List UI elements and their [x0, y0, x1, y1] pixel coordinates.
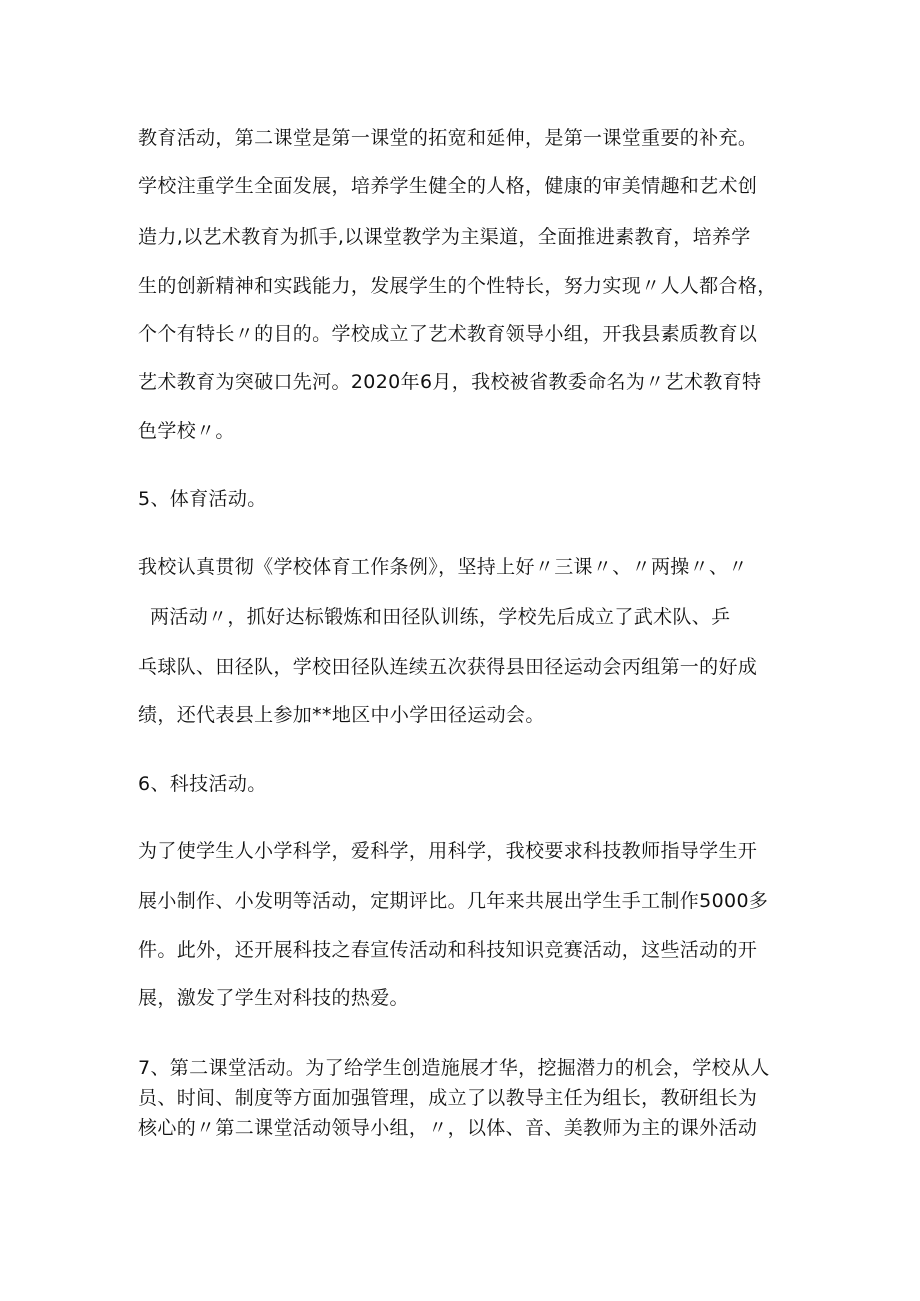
paragraph-1-line-5: 个个有特长〃的目的。学校成立了艺术教育领导小组，开我县素质教育以 — [138, 323, 758, 345]
paragraph-6-line-3: 件。此外，还开展科技之春宣传活动和科技知识竞赛活动，这些活动的开 — [138, 939, 758, 961]
paragraph-7-line-2: 员、时间、制度等方面加强管理，成立了以教导主任为组长，教研组长为 — [138, 1087, 758, 1109]
paragraph-1-line-3: 造力,以艺术教育为抓手,以课堂教学为主渠道，全面推进素教育，培养学 — [138, 226, 751, 248]
heading-technology: 6、科技活动。 — [138, 773, 267, 795]
paragraph-7-line-1: 7、第二课堂活动。为了给学生创造施展才华，挖掘潜力的机会，学校从人 — [138, 1057, 770, 1079]
paragraph-6-line-4: 展，激发了学生对科技的热爱。 — [138, 987, 409, 1009]
paragraph-5-line-2: 两活动〃，抓好达标锻炼和田径队训练，学校先后成立了武术队、乒 — [150, 606, 731, 628]
paragraph-5-line-1: 我校认真贯彻《学校体育工作条例》，坚持上好〃三课〃、〃两操〃、〃 — [138, 556, 748, 578]
paragraph-7-line-3: 核心的〃第二课堂活动领导小组，〃，以体、音、美教师为主的课外活动 — [138, 1117, 758, 1139]
paragraph-6-line-1: 为了使学生人小学科学，爱科学，用科学，我校要求科技教师指导学生开 — [138, 840, 758, 862]
paragraph-1-line-7: 色学校〃。 — [138, 420, 235, 442]
paragraph-5-line-4: 绩，还代表县上参加**地区中小学田径运动会。 — [138, 704, 545, 726]
paragraph-1-line-1: 教育活动，第二课堂是第一课堂的拓宽和延伸，是第一课堂重要的补充。 — [138, 127, 758, 149]
paragraph-5-line-3: 乓球队、田径队，学校田径队连续五次获得县田径运动会丙组第一的好成 — [138, 656, 758, 678]
paragraph-1-line-6: 艺术教育为突破口先河。2020年6月，我校被省教委命名为〃艺术教育特 — [138, 371, 762, 393]
heading-sports: 5、体育活动。 — [138, 488, 267, 510]
paragraph-1-line-2: 学校注重学生全面发展，培养学生健全的人格，健康的审美情趣和艺术创 — [138, 175, 758, 197]
paragraph-6-line-2: 展小制作、小发明等活动，定期评比。几年来共展出学生手工制作5000多 — [138, 890, 769, 912]
paragraph-1-line-4: 生的创新精神和实践能力，发展学生的个性特长，努力实现〃人人都合格， — [138, 275, 777, 297]
